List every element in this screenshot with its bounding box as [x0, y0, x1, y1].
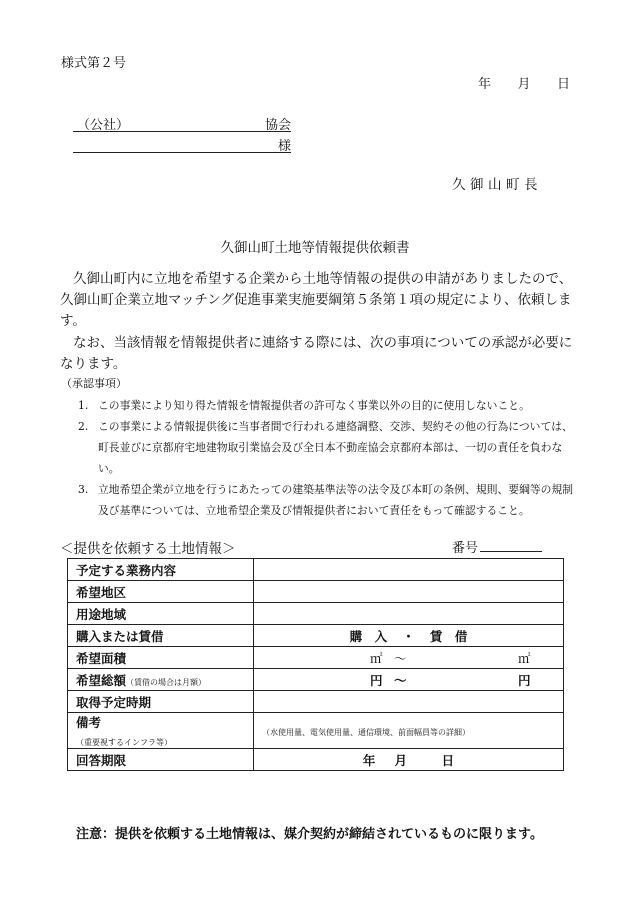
- sender: 久御山町長: [452, 177, 542, 193]
- table-row: [68, 713, 564, 749]
- field-total-amount[interactable]: [254, 669, 564, 691]
- approval-items: [78, 395, 578, 521]
- label-remarks-text: 備考: [76, 715, 102, 730]
- request-number-field[interactable]: [480, 539, 542, 552]
- field-area[interactable]: [254, 647, 564, 669]
- deadline-month: 月: [394, 752, 407, 768]
- approval-item-number: 1.: [78, 399, 89, 412]
- option-separator: ・: [402, 628, 415, 644]
- area-unit-max: ㎡: [518, 651, 531, 666]
- field-purchase-or-lease[interactable]: [254, 625, 564, 647]
- field-deadline[interactable]: [254, 749, 564, 771]
- yen-min: 円: [370, 673, 383, 688]
- area-unit-min: ㎡: [370, 651, 383, 666]
- label-district: 希望地区: [68, 581, 254, 603]
- amount-tilde: ～: [394, 673, 407, 688]
- field-zoning[interactable]: [254, 603, 564, 625]
- table-row: [68, 625, 564, 647]
- approval-item: [78, 479, 578, 521]
- approval-item-number: 3.: [78, 483, 89, 496]
- field-acquisition-time[interactable]: [254, 691, 564, 713]
- table-row: [68, 603, 564, 625]
- recipient-honorific: 様: [277, 139, 291, 154]
- deadline-day: 日: [441, 752, 455, 768]
- request-number: [452, 537, 542, 556]
- date-month: 月: [517, 77, 531, 92]
- table-row: [68, 749, 564, 771]
- lease-option[interactable]: 賃 借: [429, 628, 468, 644]
- purchase-option[interactable]: 購 入: [349, 628, 388, 644]
- body-paragraph-1: 久御山町内に立地を希望する企業から土地等情報の提供の申請がありましたので、久御山町企業立地マッチング促進事業実施要綱第５条第１項の規定により、依頼します。: [60, 271, 573, 329]
- approval-item-text: この事業による情報提供後に当事者間で行われる連絡調整、交渉、契約その他の行為については、町長並びに京都府宅地建物取引業協会及び全日本不動産協会京都府本部は、一切の責任を負わない。: [98, 420, 573, 475]
- date-year: 年: [478, 77, 492, 92]
- footer-note: 注意：提供を依頼する土地情報は、媒介契約が締結されているものに限ります。: [76, 827, 543, 842]
- table-row: [68, 581, 564, 603]
- table-row: [68, 647, 564, 669]
- date-day: 日: [556, 77, 570, 92]
- label-remarks-sub: （重要視するインフラ等）: [76, 738, 172, 747]
- remarks-note: （水使用量、電気使用量、通信環境、前面幅員等の詳細）: [262, 728, 470, 737]
- approval-item-number: 2.: [78, 420, 89, 433]
- table-row: [68, 559, 564, 581]
- field-business[interactable]: [254, 559, 564, 581]
- table-row: [68, 691, 564, 713]
- approval-heading: （承認事項）: [61, 377, 127, 390]
- approval-item-text: 立地希望企業が立地を行うにあたっての建築基準法等の法令及び本町の条例、規則、要綱等の規制及び基準については、立地希望企業及び情報提供者において責任をもって確認すること。: [98, 483, 574, 517]
- label-deadline: 回答期限: [68, 749, 254, 771]
- field-district[interactable]: [254, 581, 564, 603]
- label-total-amount: [68, 669, 254, 691]
- recipient-org-suffix: 協会: [264, 118, 291, 133]
- label-purchase-or-lease: 購入または賃借: [68, 625, 254, 647]
- label-business: 予定する業務内容: [68, 559, 254, 581]
- recipient-org-prefix: （公社）: [77, 118, 130, 133]
- field-remarks[interactable]: [254, 713, 564, 749]
- label-total-amount-text: 希望総額: [76, 672, 127, 688]
- label-total-amount-note: （賃借の場合は月額）: [126, 677, 207, 687]
- approval-item-text: この事業により知り得た情報を情報提供者の許可なく事業以外の目的に使用しないこと。: [98, 399, 530, 412]
- land-info-table: [67, 558, 564, 771]
- yen-max: 円: [518, 673, 531, 688]
- recipient-org-line: [73, 114, 291, 132]
- label-area: 希望面積: [68, 647, 254, 669]
- approval-item: [78, 395, 578, 416]
- request-number-label: 番号: [452, 541, 479, 556]
- recipient-name-line: [73, 135, 291, 153]
- table-row: [68, 669, 564, 691]
- approval-item: [78, 416, 578, 479]
- label-zoning: 用途地域: [68, 603, 254, 625]
- deadline-year: 年: [362, 752, 376, 768]
- area-tilde: ～: [394, 651, 407, 666]
- form-number: 様式第２号: [61, 56, 127, 71]
- date-line: [478, 73, 570, 92]
- land-info-section-title: ＜提供を依頼する土地情報＞: [60, 541, 236, 557]
- body-paragraph-2: なお、当該情報を情報提供者に連絡する際には、次の事項についての承認が必要になります。: [60, 335, 573, 372]
- label-remarks: [68, 713, 254, 749]
- document-title: 久御山町土地等情報提供依頼書: [220, 240, 410, 256]
- label-acquisition-time: 取得予定時期: [68, 691, 254, 713]
